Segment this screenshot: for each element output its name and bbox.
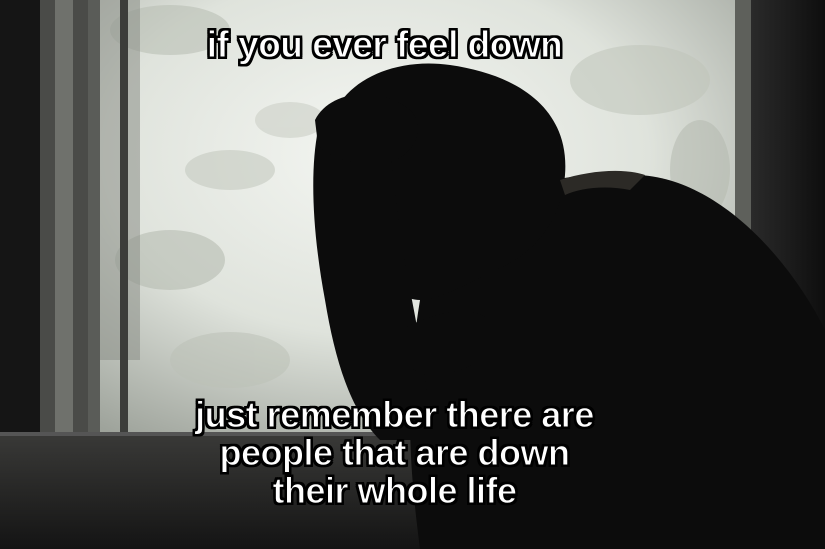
bottom-caption-line: their whole life [272, 469, 517, 511]
bottom-caption-line: people that are down [219, 431, 570, 473]
bottom-caption [0, 396, 807, 509]
bottom-caption-line: just remember there are [195, 394, 594, 435]
top-caption: if you ever feel down [206, 24, 563, 65]
